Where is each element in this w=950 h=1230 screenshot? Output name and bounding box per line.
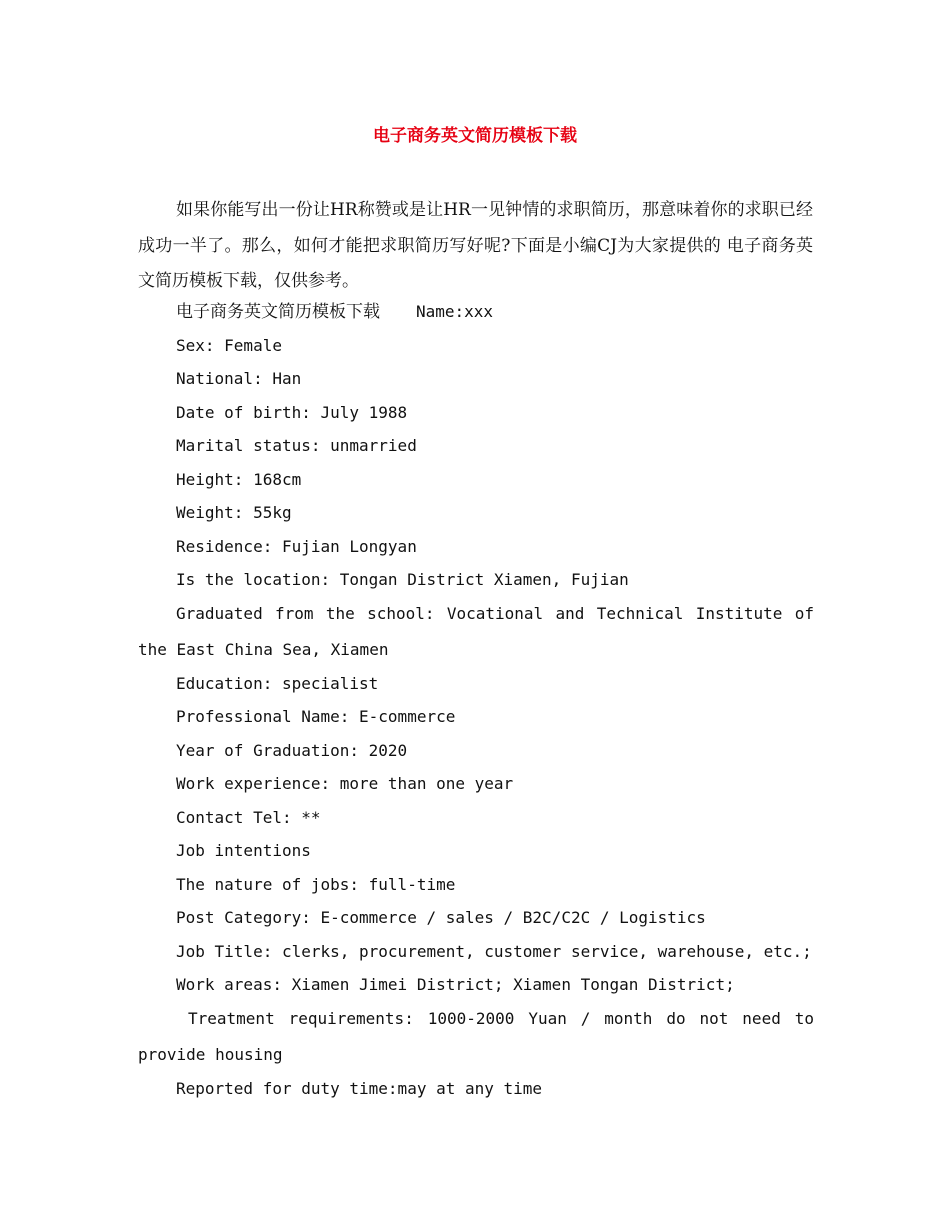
field-residence: Residence: Fujian Longyan: [176, 537, 417, 556]
field-name: Name:xxx: [416, 302, 494, 321]
field-school: Graduated from the school: Vocational and Technical Institute of the East China Sea, Xiamen: [138, 604, 814, 659]
field-nature-of-jobs: The nature of jobs: full-time: [176, 875, 456, 894]
field-national: National: Han: [176, 369, 302, 388]
field-sex: Sex: Female: [176, 336, 282, 355]
intro-paragraph: 如果你能写出一份让HR称赞或是让HR一见钟情的求职简历，那意味着你的求职已经成功一半了。那么，如何才能把求职简历写好呢?下面是小编CJ为大家提供的 电子商务英文简历模板下载，仅供参考。: [138, 200, 813, 291]
field-location: Is the location: Tongan District Xiamen, Fujian: [176, 570, 629, 589]
field-education: Education: specialist: [176, 674, 379, 693]
field-weight: Weight: 55kg: [176, 503, 292, 522]
field-reported-for-duty: Reported for duty time:may at any time: [176, 1079, 543, 1098]
document-title: 电子商务英文简历模板下载: [373, 126, 577, 146]
resume-heading-row: [138, 300, 852, 324]
field-marital-status: Marital status: unmarried: [176, 436, 417, 455]
field-date-of-birth: Date of birth: July 1988: [176, 403, 408, 422]
field-treatment-requirements: Treatment requirements: 1000-2000 Yuan / month do not need to provide housing: [138, 1009, 814, 1064]
field-job-title: Job Title: clerks, procurement, customer service, warehouse, etc.;: [176, 942, 812, 961]
section-job-intentions: Job intentions: [176, 841, 311, 860]
field-year-of-graduation: Year of Graduation: 2020: [176, 741, 408, 760]
field-work-experience: Work experience: more than one year: [176, 774, 514, 793]
field-post-category: Post Category: E-commerce / sales / B2C/C2C / Logistics: [176, 908, 706, 927]
field-professional-name: Professional Name: E-commerce: [176, 707, 456, 726]
field-work-areas: Work areas: Xiamen Jimei District; Xiamen Tongan District;: [176, 975, 735, 994]
field-height: Height: 168cm: [176, 470, 302, 489]
field-contact-tel: Contact Tel: **: [176, 808, 321, 827]
resume-heading: 电子商务英文简历模板下载: [176, 302, 380, 322]
